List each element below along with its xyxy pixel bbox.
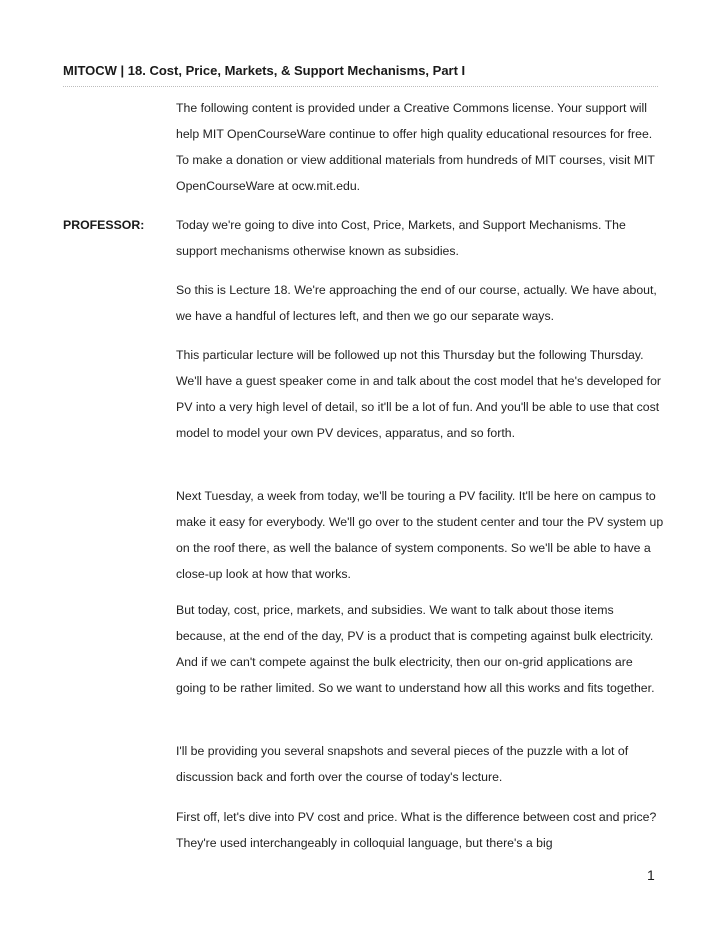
transcript-paragraph: First off, let's dive into PV cost and price. What is the difference between cost and price? They're used interchangeably in colloquial language, but there's a big <box>176 810 657 850</box>
transcript-paragraph: Today we're going to dive into Cost, Price, Markets, and Support Mechanisms. The support mechanisms otherwise known as subsidies. <box>176 218 626 258</box>
speaker-label: PROFESSOR: <box>63 218 145 232</box>
header-divider <box>63 86 658 87</box>
transcript-paragraph: But today, cost, price, markets, and subsidies. We want to talk about those items because, at the end of the day, PV is a product that is competing against bulk electricity. And if we can't compete against the bulk electricity, then our on-grid applications are going to be rather limited. So we want to understand how all this works and fits together. <box>176 603 655 695</box>
document-title: MITOCW | 18. Cost, Price, Markets, & Support Mechanisms, Part I <box>63 63 466 78</box>
page-header <box>63 63 658 87</box>
transcript-paragraph: Next Tuesday, a week from today, we'll be touring a PV facility. It'll be here on campus to make it easy for everybody. We'll go over to the student center and tour the PV system up on the roof there, as well the balance of system components. So we'll be able to have a close-up look at how that works. <box>176 489 664 581</box>
license-paragraph: The following content is provided under a Creative Commons license. Your support will help MIT OpenCourseWare continue to offer high quality educational resources for free. To make a donation or view additional materials from hundreds of MIT courses, visit MIT OpenCourseWare at ocw.mit.edu. <box>176 101 655 193</box>
transcript-paragraph: So this is Lecture 18. We're approaching the end of our course, actually. We have about, we have a handful of lectures left, and then we go our separate ways. <box>176 283 657 323</box>
page-number: 1 <box>647 867 655 883</box>
transcript-paragraph: I'll be providing you several snapshots and several pieces of the puzzle with a lot of discussion back and forth over the course of today's lecture. <box>176 744 629 784</box>
transcript-paragraph: This particular lecture will be followed up not this Thursday but the following Thursday. We'll have a guest speaker come in and talk about the cost model that he's developed for PV into a very high level of detail, so it'll be a lot of fun. And you'll be able to use that cost model to model your own PV devices, apparatus, and so forth. <box>176 348 662 440</box>
